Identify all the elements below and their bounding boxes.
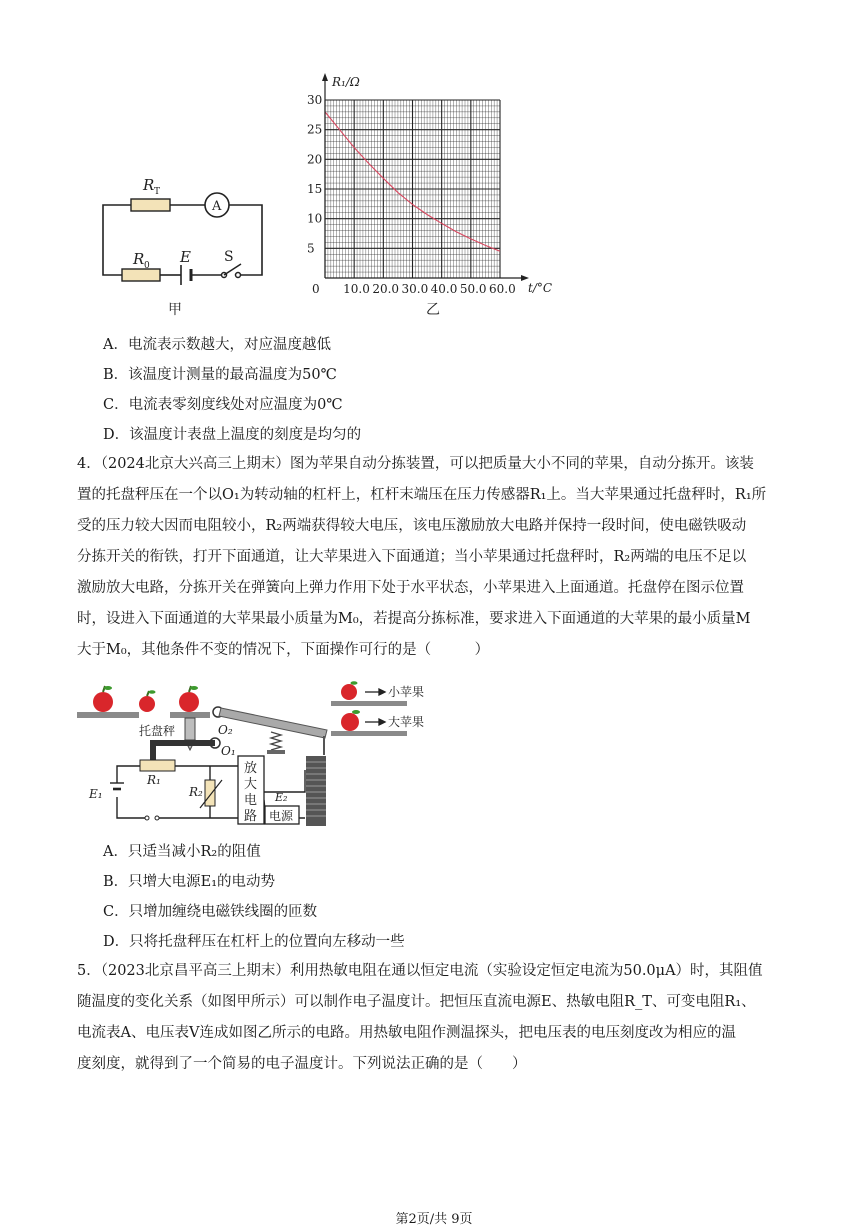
q4-line: 受的压力较大因而电阻较小，R₂两端获得较大电压，该电压激励放大电路并保持一段时间，使电磁铁吸动 [77, 518, 747, 534]
x-tick-label: 40.0 [430, 282, 458, 296]
apple-icon [93, 686, 113, 712]
r2-label: R₂ [189, 785, 203, 799]
power-label: 电源 [269, 809, 294, 823]
r0-label: R [133, 250, 145, 268]
apple-icon [179, 686, 199, 712]
circuit-figure-jia [95, 170, 275, 320]
q4-line: 置的托盘秤压在一个以O₁为转动轴的杠杆上，杠杆末端压在压力传感器R₁上。当大苹果通过托盘秤时，R₁所 [77, 487, 767, 503]
resistance-temperature-chart [295, 70, 565, 325]
x-tick-label: 10.0 [343, 282, 370, 296]
y-axis-label: R₁/Ω [332, 75, 360, 89]
resistor-r0 [122, 269, 160, 281]
spring [271, 732, 281, 750]
question-5-text [77, 956, 792, 1080]
o2-label: O₂ [218, 723, 233, 737]
y-tick-label: 5 [307, 241, 315, 256]
o1-label: O₁ [221, 744, 236, 758]
r0-sub: 0 [144, 261, 150, 271]
y-axis-arrow [322, 73, 328, 81]
question-4-text [77, 449, 792, 666]
apple-sorting-figure [75, 680, 445, 835]
x-tick-label: 50.0 [459, 282, 487, 296]
y-tick-label: 20 [307, 152, 323, 167]
q5-line: 随温度的变化关系（如图甲所示）可以制作电子温度计。把恒压直流电源E、热敏电阻R_T、可变电阻R₁、 [77, 994, 756, 1010]
e1-label: E₁ [89, 787, 103, 801]
big-apple-label: 大苹果 [388, 715, 425, 729]
e2-label: E₂ [275, 791, 288, 804]
x-tick-label: 30.0 [401, 282, 429, 296]
small-apple-label: 小苹果 [388, 685, 425, 699]
resistor-rt [131, 199, 170, 211]
tray-scale-label: 托盘秤 [139, 724, 176, 738]
ammeter-label: A [212, 199, 222, 214]
amp-label-1: 放 [244, 761, 258, 776]
apple-icon [341, 681, 358, 700]
q4-option-d: D．只将托盘秤压在杠杆上的位置向左移动一些 [103, 934, 405, 950]
q4-option-a: A．只适当减小R₂的阻值 [103, 844, 261, 860]
apple-icon [341, 710, 360, 731]
q5-line: 5．（2023北京昌平高三上期末）利用热敏电阻在通以恒定电流（实验设定恒定电流为50.0μA）时，其阻值 [77, 963, 763, 979]
q4-line: 激励放大电路，分拣开关在弹簧向上弹力作用下处于水平状态，小苹果进入上面通道。托盘停在图示位置 [77, 580, 744, 596]
x-tick-label: 60.0 [489, 282, 516, 296]
q3-option-a: A．电流表示数越大，对应温度越低 [103, 337, 331, 353]
rt-label: R [143, 176, 155, 194]
battery-symbol [181, 265, 191, 285]
resistor-r2 [205, 780, 215, 806]
q4-option-c: C．只增加缠绕电磁铁线圈的匝数 [103, 904, 318, 920]
switch-symbol [145, 816, 159, 820]
rt-sub: T [154, 187, 161, 197]
lever-arm [219, 708, 327, 738]
switch-label: S [224, 249, 234, 265]
amp-label-4: 路 [244, 809, 258, 824]
y-tick-label: 15 [307, 182, 323, 196]
page-number-footer: 第2页/共 9页 [395, 1212, 473, 1227]
lower-channel [331, 731, 407, 736]
q4-option-b: B．只增大电源E₁的电动势 [103, 874, 276, 890]
upper-channel [331, 701, 407, 706]
x-tick-label: 20.0 [372, 282, 400, 296]
amp-label-3: 电 [244, 793, 258, 808]
resistor-r1 [140, 760, 175, 771]
q4-line: 4．（2024北京大兴高三上期末）图为苹果自动分拣装置，可以把质量大小不同的苹果，自动分拣开。该装 [77, 456, 754, 472]
tray-scale-plate [170, 712, 210, 718]
q3-option-c: C．电流表零刻度线处对应温度为0℃ [103, 397, 343, 413]
apple-icon [139, 690, 156, 712]
q5-line: 电流表A、电压表V连成如图乙所示的电路。用热敏电阻作测温探头，把电压表的电压刻度改为相应的温 [77, 1025, 736, 1041]
q4-line: 分拣开关的衔铁，打开下面通道，让大苹果进入下面通道；当小苹果通过托盘秤时，R₂两端的电压不足以 [77, 549, 747, 565]
q4-line: 大于M₀，其他条件不变的情况下，下面操作可行的是（ ） [77, 642, 490, 658]
y-tick-label: 10 [307, 211, 323, 226]
y-tick-label: 30 [307, 93, 323, 107]
q3-option-b: B．该温度计测量的最高温度为50℃ [103, 367, 337, 383]
amp-label-2: 大 [244, 777, 258, 792]
chart-grid [325, 100, 500, 278]
electromagnet-coil [306, 756, 326, 826]
y-tick-label: 25 [307, 122, 323, 137]
r1-label: R₁ [147, 773, 161, 787]
emf-label: E [180, 248, 191, 266]
chart-caption: 乙 [426, 302, 440, 318]
x-axis-label: t/°C [528, 281, 553, 295]
battery-e1 [110, 783, 124, 789]
conveyor-belt [77, 712, 139, 718]
switch-symbol [222, 264, 242, 278]
q4-line: 时，设进入下面通道的大苹果最小质量为M₀，若提高分拣标准，要求进入下面通道的大苹果的最小质量M [77, 611, 751, 627]
arrow-icon [365, 689, 385, 725]
q3-option-d: D．该温度计表盘上温度的刻度是均匀的 [103, 427, 362, 443]
figure-jia-caption: 甲 [168, 302, 182, 318]
q5-line: 度刻度，就得到了一个简易的电子温度计。下列说法正确的是（ ） [77, 1056, 527, 1072]
x-tick-label: 0 [312, 282, 320, 296]
